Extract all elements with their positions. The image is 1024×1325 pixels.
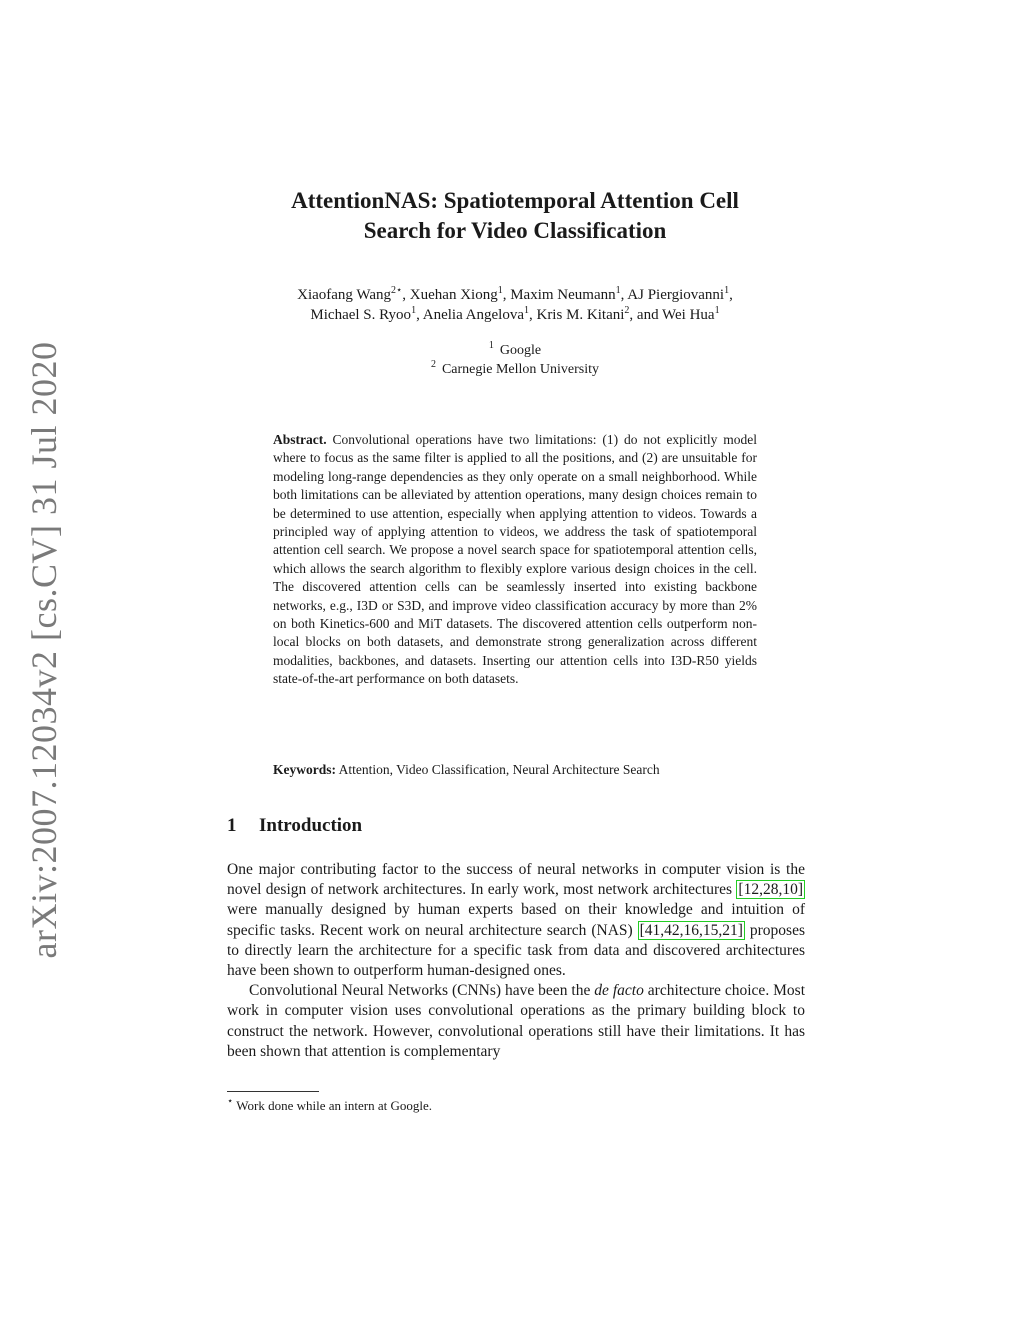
author-list xyxy=(200,285,830,325)
abstract-text: Convolutional operations have two limitations: (1) do not explicitly model where to focus as the same filter is applied to all the positions, and (2) are unsuitable for modeling long-range dependencies as they only operate on a small neighborhood. While both limitations can be alleviated by attention operations, many design choices remain to be determined to use attention, especially when applying attention to videos. Towards a principled way of applying attention to videos, we address the task of spatiotemporal attention cell search. We propose a novel search space for spatiotemporal attention cells, which allows the search algorithm to flexibly explore various design choices in the cell. The discovered attention cells can be seamlessly inserted into existing backbone networks, e.g., I3D or S3D, and improve video classification accuracy by more than 2% on both Kinetics-600 and MiT datasets. The discovered attention cells outperform non-local blocks on both datasets, and demonstrate strong generalization across different modalities, backbones, and datasets. Inserting our attention cells into I3D-R50 yields state-of-the-art performance on both datasets. xyxy=(273,432,757,687)
author-affiliation-mark: 1 xyxy=(411,305,417,316)
author-affiliation-mark: 1 xyxy=(714,305,720,316)
author-affiliation-mark: 1 xyxy=(724,285,730,296)
author-name: Michael S. Ryoo xyxy=(310,307,412,323)
author-affiliation-mark: 1 xyxy=(615,285,621,296)
author-line-1: Xiaofang Wang$^{2⋆}$, Xuehan Xiong$^1$, Maxim Neumann$^1$, AJ Piergiovanni$^1$, xyxy=(297,285,733,303)
author-affiliation-mark: 2 xyxy=(624,305,630,316)
author-name: Maxim Neumann xyxy=(510,287,616,303)
affiliation-name: Google xyxy=(499,343,542,358)
author-affiliation-mark: 1 xyxy=(523,305,529,316)
author-name: Kris M. Kitani xyxy=(536,307,625,323)
author-name: Xuehan Xiong xyxy=(409,287,498,303)
author-name: Xiaofang Wang xyxy=(297,287,392,303)
section-heading xyxy=(227,815,362,837)
affiliation-item xyxy=(350,341,680,360)
keywords xyxy=(273,761,757,779)
section-title: Introduction xyxy=(259,815,363,836)
keywords-label: Keywords: xyxy=(273,762,336,777)
author-name: AJ Piergiovanni xyxy=(627,287,725,303)
author-name: Anelia Angelova xyxy=(422,307,524,323)
author-name: Wei Hua xyxy=(662,307,715,323)
affiliation-item xyxy=(350,360,680,379)
title-line-2: Search for Video Classification xyxy=(363,218,667,243)
footnote xyxy=(227,1097,805,1114)
footnote-mark: ⋆ xyxy=(227,1096,234,1107)
citation-link[interactable]: [41,42,16,15,21] xyxy=(639,921,743,939)
citation-link[interactable]: [12,28,10] xyxy=(738,881,803,899)
affiliation-name: Carnegie Mellon University xyxy=(441,362,600,377)
paragraph: Convolutional Neural Networks (CNNs) have been the de facto architecture choice. Most work in computer vision uses convolutional operations as the primary building block to construct the network. However, convolutional operations still have their limitations. It has been shown that attention is complementary xyxy=(227,982,806,1060)
abstract xyxy=(273,431,757,689)
title-line-1: AttentionNAS: Spatiotemporal Attention Cell xyxy=(291,188,739,213)
author-affiliation-mark: 1 xyxy=(497,285,503,296)
footnote-divider xyxy=(227,1091,319,1092)
author-line-2: Michael S. Ryoo$^1$, Anelia Angelova$^1$, Kris M. Kitani$^2$, and Wei Hua$^1$ xyxy=(310,305,720,323)
keywords-text: Attention, Video Classification, Neural Architecture Search xyxy=(338,762,660,777)
paragraph: One major contributing factor to the success of neural networks in computer vision is the novel design of network architectures. In early work, most network architectures [12,28,10] were manually designed by human experts based on their knowledge and intuition of specific tasks. Recent work on neural architecture search (NAS) [41,42,16,15,21] proposes to directly learn the architecture for a specific task from data and discovered architectures have been shown to outperform human-designed ones. xyxy=(227,861,805,980)
abstract-label: Abstract. xyxy=(273,432,327,447)
affiliation-mark: 1 xyxy=(488,340,494,351)
emphasis: de facto xyxy=(594,982,644,1000)
introduction-body xyxy=(227,860,805,1062)
affiliation-list xyxy=(350,341,680,379)
author-affiliation-mark: 2⋆ xyxy=(391,285,403,296)
paper-title xyxy=(200,186,830,246)
arxiv-identifier-stamp: arXiv:2007.12034v2 [cs.CV] 31 Jul 2020 xyxy=(24,341,64,959)
affiliation-mark: 2 xyxy=(430,359,436,370)
footnote-text: Work done while an intern at Google. xyxy=(236,1098,432,1113)
section-number: 1 xyxy=(227,815,237,836)
